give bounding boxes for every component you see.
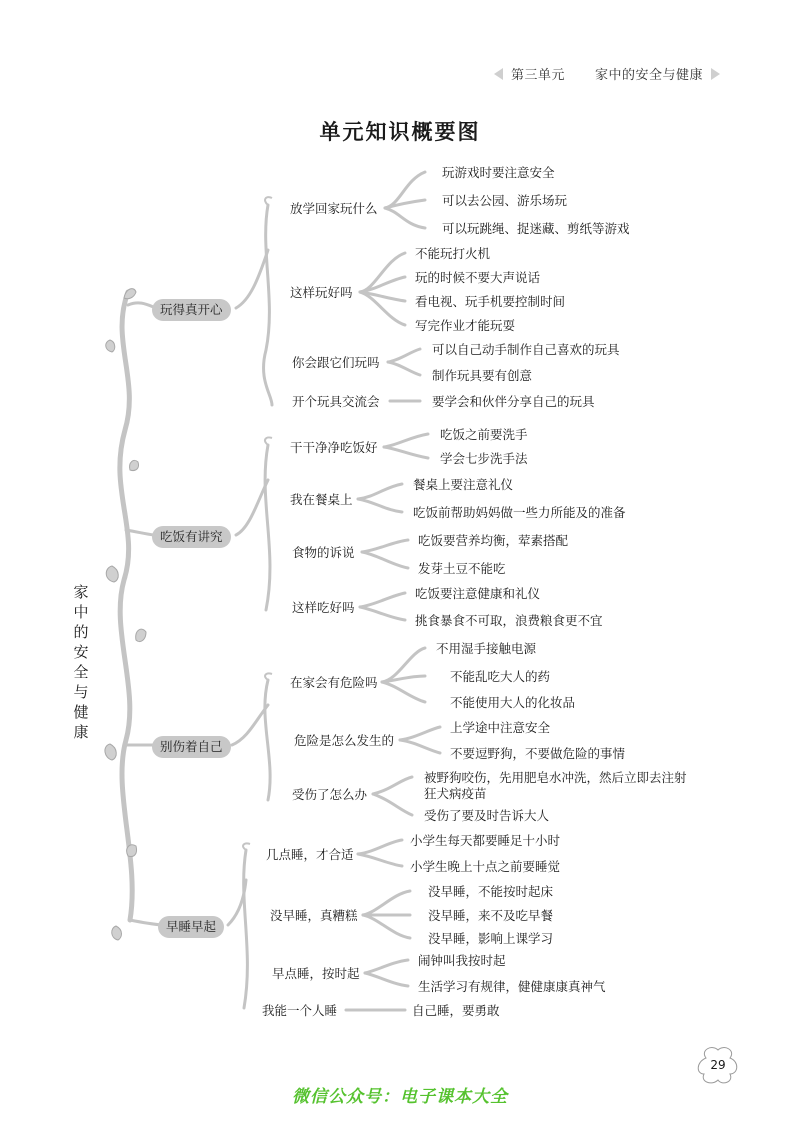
leaf-node: 制作玩具要有创意 (432, 368, 533, 383)
category-node: 玩得真开心 (152, 299, 231, 321)
leaf-node: 可以玩跳绳、捉迷藏、剪纸等游戏 (442, 221, 630, 236)
topic-node: 受伤了怎么办 (292, 787, 368, 802)
leaf-node: 受伤了要及时告诉大人 (424, 808, 550, 823)
topic-node: 没早睡，真糟糕 (270, 908, 358, 923)
header-unit: 第三单元 (510, 68, 565, 83)
leaf-node: 看电视、玩手机要控制时间 (415, 294, 566, 309)
footer-watermark: 微信公众号：电子课本大全 (292, 1087, 508, 1107)
leaf-node: 没早睡，不能按时起床 (428, 884, 554, 899)
triangle-right-icon (711, 68, 720, 80)
leaf-node: 狂犬病疫苗 (424, 786, 487, 801)
triangle-left-icon (494, 68, 503, 80)
topic-node: 开个玩具交流会 (292, 394, 380, 409)
leaf-node: 小学生晚上十点之前要睡觉 (410, 859, 561, 874)
leaf-node: 可以去公园、游乐场玩 (442, 193, 568, 208)
topic-node: 这样玩好吗 (290, 285, 353, 300)
topic-node: 你会跟它们玩吗 (292, 355, 380, 370)
leaf-node: 发芽土豆不能吃 (418, 561, 506, 576)
leaf-node: 不要逗野狗，不要做危险的事情 (450, 746, 626, 761)
leaf-node: 生活学习有规律，健健康康真神气 (418, 979, 606, 994)
topic-node: 干干净净吃饭好 (290, 440, 378, 455)
leaf-node: 吃饭前帮助妈妈做一些力所能及的准备 (413, 505, 626, 520)
header-title: 家中的安全与健康 (594, 68, 703, 83)
page-number: 29 (710, 1058, 726, 1072)
leaf-node: 学会七步洗手法 (440, 451, 528, 466)
topic-node: 这样吃好吗 (292, 600, 355, 615)
leaf-node: 玩的时候不要大声说话 (415, 270, 541, 285)
topic-node: 食物的诉说 (292, 545, 355, 560)
leaf-node: 可以自己动手制作自己喜欢的玩具 (432, 342, 620, 357)
leaf-node: 没早睡，影响上课学习 (428, 931, 554, 946)
leaf-node: 不能乱吃大人的药 (450, 669, 551, 684)
leaf-node: 吃饭要营养均衡，荤素搭配 (418, 533, 569, 548)
leaf-node: 小学生每天都要睡足十小时 (410, 833, 561, 848)
leaf-node: 写完作业才能玩耍 (415, 318, 516, 333)
topic-node: 几点睡，才合适 (266, 847, 354, 862)
category-node: 吃饭有讲究 (152, 526, 231, 548)
leaf-node: 玩游戏时要注意安全 (442, 165, 555, 180)
topic-node: 我能一个人睡 (262, 1003, 338, 1018)
leaf-node: 没早睡，来不及吃早餐 (428, 908, 554, 923)
category-node: 别伤着自己 (152, 736, 231, 758)
topic-node: 放学回家玩什么 (290, 201, 378, 216)
leaf-node: 餐桌上要注意礼仪 (413, 477, 514, 492)
leaf-node: 不能玩打火机 (415, 246, 491, 261)
category-node: 早睡早起 (158, 916, 224, 938)
leaf-node: 上学途中注意安全 (450, 720, 551, 735)
leaf-node: 吃饭要注意健康和礼仪 (415, 586, 541, 601)
topic-node: 我在餐桌上 (290, 492, 353, 507)
leaf-node: 吃饭之前要洗手 (440, 427, 528, 442)
leaf-node: 闹钟叫我按时起 (418, 953, 506, 968)
topic-node: 在家会有危险吗 (290, 675, 378, 690)
topic-node: 早点睡，按时起 (272, 966, 360, 981)
leaf-node: 被野狗咬伤，先用肥皂水冲洗，然后立即去注射 (424, 770, 687, 785)
leaf-node: 自己睡，要勇敢 (412, 1003, 500, 1018)
leaf-node: 不用湿手接触电源 (436, 641, 537, 656)
root-node: 家中的安全与健康 (73, 583, 89, 741)
page-title: 单元知识概要图 (319, 119, 481, 144)
running-header (494, 64, 720, 83)
leaf-node: 不能使用大人的化妆品 (450, 695, 576, 710)
leaf-node: 挑食暴食不可取，浪费粮食更不宜 (415, 613, 603, 628)
topic-node: 危险是怎么发生的 (294, 733, 395, 748)
leaf-node: 要学会和伙伴分享自己的玩具 (432, 394, 595, 409)
